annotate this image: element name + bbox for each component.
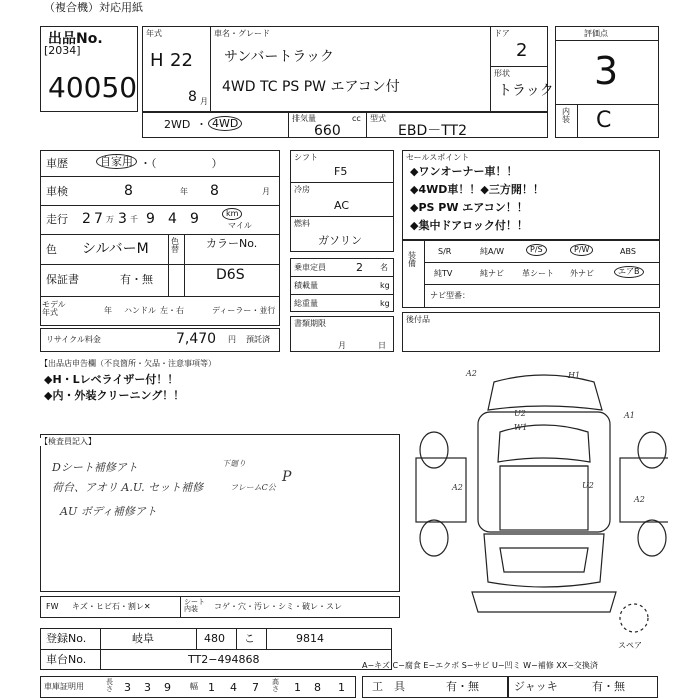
interior-label: 内装 (562, 107, 570, 124)
reg-num: 480 (204, 632, 225, 645)
diag-a2-right: A2 (634, 495, 645, 504)
note-1: ◆H・Lレベライザー付！！ (44, 373, 179, 386)
ac-label: 冷房 (294, 185, 310, 194)
fuel-value: ガソリン (318, 234, 362, 247)
year-month: 8 (188, 89, 197, 105)
notes-label: 【出品店申告欄（不良箇所・欠品・注意事項等） (40, 359, 216, 368)
cert-length: 9 (164, 681, 171, 694)
ac-value: AC (334, 199, 350, 212)
sales-point-1: ◆ワンオーナー車！！ (410, 165, 518, 178)
fuel-label: 燃料 (294, 219, 310, 228)
score-label: 評価点 (584, 29, 608, 38)
chassis-label: 車台No. (46, 653, 87, 666)
cert-label: 車庫証明用 (44, 682, 84, 691)
after-label: 後付品 (406, 315, 430, 324)
tools-value: 有・無 (446, 680, 479, 693)
cert-box (40, 676, 356, 698)
reg-pref: 岐阜 (132, 632, 154, 645)
history-label: 車歴 (46, 157, 68, 170)
doors-value: 2 (516, 40, 528, 61)
car-diagram (404, 362, 668, 660)
reg-label: 登録No. (46, 632, 87, 645)
inspector-label: 【検査員記入】 (40, 437, 96, 446)
diag-a1: A1 (624, 411, 635, 420)
chassis-value: TT2−494868 (188, 653, 260, 666)
capacity-label: 乗車定員 (294, 263, 326, 272)
shape-label: 形状 (494, 69, 510, 78)
equip-leather: 革シート (522, 269, 554, 278)
warranty-value: 有・無 (120, 273, 153, 286)
model-label: 車名・グレード (214, 29, 270, 38)
auction-sheet: （複合機）対応用紙 出品No. [2034] 40050 年式 H 22 8 月 車名・グレード サンバートラック 4WD TC PS PW エアコン付 ドア 2 形状 トラック 評価点 3 内装 C 2WD ・ 4WD 排気量 cc 660 型式 EBD－TT2 車歴 自家用 ・（ ） 車検 8 年 8 月 走行 2 7 万 3 千 9 4 9 km マイル 色 シルバーM 色替 カラーNo. D6S 保証書 有・無 モデル年式 年 ハンドル 左・右 ディーラー・並行 リサイクル料金 7,470 円 預託済 シフト F5 冷房 AC 燃料 ガソリン 乗車定員 2 名 積載量 kg 総重量 kg 書類期限 月 日 セールスポイント ◆ワンオーナー車！！ ◆4WD車！！◆三方開！！ ◆PS PW エアコン！！ ◆集中ドアロック付！！ 装備 S/R 純A/W P/S P/W ABS 純TV 純ナビ 革シート 外ナビ エアB ナビ型番： 後付品 【出品店申告欄（不良箇所・欠品・注意事項等） ◆H・Lレベライザー付！！ ◆内・外装クリーニング！！ 【検査員記入】 Dシート補修アト 荷台、アオリ A.U. セット補修 AU ボディ補修アト 下廻り フレームC公 P A2 H1 A1 U2 W1 A2 U2 A2 スペア FW キズ・ヒビ石・割レ✕ シート内装 コゲ・穴・汚レ・シミ・破レ・スレ 登録No. 岐阜 480 こ 9814 車台No. TT2−494868 A−キズ C−腐食 E−エクボ S−サビ U−凹ミ W−補修 XX−交換済 車庫証明用 長さ 3 3 9 幅 1 4 7 高さ 1 8 1 工 具 有・無 ジャッキ 有・無 (0, 0, 700, 700)
inspector-note-4: 下廻り (222, 459, 246, 468)
cert-height: 1 (338, 681, 345, 694)
equip-extnavi: 外ナビ (570, 269, 594, 278)
equip-ps: P/S (526, 244, 547, 256)
legend-codes: A−キズ C−腐食 E−エクボ S−サビ U−凹ミ W−補修 XX−交換済 (362, 661, 598, 670)
colorno-value: D6S (216, 267, 245, 283)
recycle-value: 7,470 (176, 331, 217, 347)
shift-label: シフト (294, 153, 318, 162)
car-rear (472, 592, 616, 612)
sales-label: セールスポイント (406, 153, 470, 162)
equip-pw: P/W (570, 244, 593, 256)
recycle-label: リサイクル料金 (46, 335, 101, 344)
mileage-km: km (222, 208, 242, 220)
diag-h1: H1 (568, 371, 581, 380)
doors-label: ドア (494, 29, 510, 38)
spare-wheel (620, 604, 648, 632)
lot-label: 出品No. (48, 31, 103, 47)
note-2: ◆内・外装クリーニング！！ (44, 389, 185, 402)
diag-a2-top: A2 (466, 369, 477, 378)
navi-model-label: ナビ型番： (430, 291, 470, 300)
jack-label: ジャッキ (514, 680, 558, 693)
model-name: サンバートラック (224, 49, 335, 65)
capacity-value: 2 (356, 261, 363, 274)
lot-code: [2034] (44, 44, 81, 57)
color-label: 色 (46, 243, 57, 256)
car-body-top (478, 409, 610, 532)
equip-navi: 純ナビ (480, 269, 504, 278)
mileage-label: 走行 (46, 213, 68, 226)
legend-seat-items: コゲ・穴・汚レ・シミ・破レ・スレ (214, 602, 342, 611)
inspection-label: 車検 (46, 185, 68, 198)
mileage-value: 9 (190, 211, 199, 227)
model-grade: 4WD TC PS PW エアコン付 (222, 79, 400, 95)
diag-u2-top: U2 (514, 409, 526, 418)
equip-tv: 純TV (434, 269, 453, 278)
type-value: EBD－TT2 (398, 123, 467, 139)
equip-abs: ABS (620, 247, 636, 256)
after-box (402, 312, 660, 352)
equip-airbag: エアB (614, 266, 644, 278)
year-value: 22 (170, 50, 193, 71)
reg-kana: こ (244, 632, 255, 645)
model-year-label: モデル年式 (42, 300, 66, 317)
car-hood (488, 375, 602, 410)
type-label: 型式 (370, 114, 386, 123)
score-value: 3 (594, 49, 619, 93)
diag-u2-right: U2 (582, 481, 594, 490)
year-month-unit: 月 (200, 97, 208, 106)
load-label: 積載量 (294, 281, 318, 290)
displacement-value: 660 (314, 123, 341, 139)
interior-value: C (596, 108, 612, 133)
sheet-subtitle: （複合機）対応用紙 (44, 1, 143, 14)
year-label: 年式 (146, 29, 162, 38)
lot-number: 40050 (48, 71, 138, 104)
year-era: H (150, 50, 164, 71)
inspection-year: 8 (124, 183, 133, 199)
dealer-label: ディーラー・並行 (212, 306, 276, 315)
diag-a2-left: A2 (452, 483, 463, 492)
shape-value: トラック (498, 83, 554, 99)
reg-plate: 9814 (296, 632, 324, 645)
inspector-note-3: AU ボディ補修アト (60, 505, 157, 518)
car-right-side (620, 458, 668, 522)
drive-4wd: 4WD (208, 116, 242, 131)
shift-value: F5 (334, 165, 348, 178)
legend-fw-items: キズ・ヒビ石・割レ✕ (72, 602, 151, 611)
inspection-month: 8 (210, 183, 219, 199)
displacement-label: 排気量 (292, 114, 316, 123)
equip-sr: S/R (438, 247, 452, 256)
warranty-label: 保証書 (46, 273, 79, 286)
equipment-label: 装備 (408, 251, 416, 268)
sales-point-2: ◆4WD車！！◆三方開！！ (410, 183, 544, 196)
sales-point-4: ◆集中ドアロック付！！ (410, 219, 528, 232)
tools-label: 工 具 (372, 680, 405, 693)
drive-2wd: 2WD (164, 118, 191, 131)
diag-spare: スペア (618, 641, 642, 650)
inspector-note-6: P (282, 469, 292, 485)
docs-label: 書類期限 (294, 319, 326, 328)
inspector-note-5: フレームC公 (230, 483, 276, 492)
jack-value: 有・無 (592, 680, 625, 693)
equip-aw: 純A/W (480, 247, 505, 256)
color-value: シルバーM (82, 241, 149, 257)
inspector-note-2: 荷台、アオリ A.U. セット補修 (52, 481, 204, 494)
diag-w1: W1 (514, 423, 528, 432)
sales-point-3: ◆PS PW エアコン！！ (410, 201, 528, 214)
cert-width: 7 (252, 681, 259, 694)
handle-value: 左・右 (160, 306, 184, 315)
inspector-note-1: Dシート補修アト (52, 461, 138, 474)
history-option: 自家用 (96, 154, 137, 169)
colorno-label: カラーNo. (206, 237, 258, 250)
weight-label: 総重量 (294, 299, 318, 308)
